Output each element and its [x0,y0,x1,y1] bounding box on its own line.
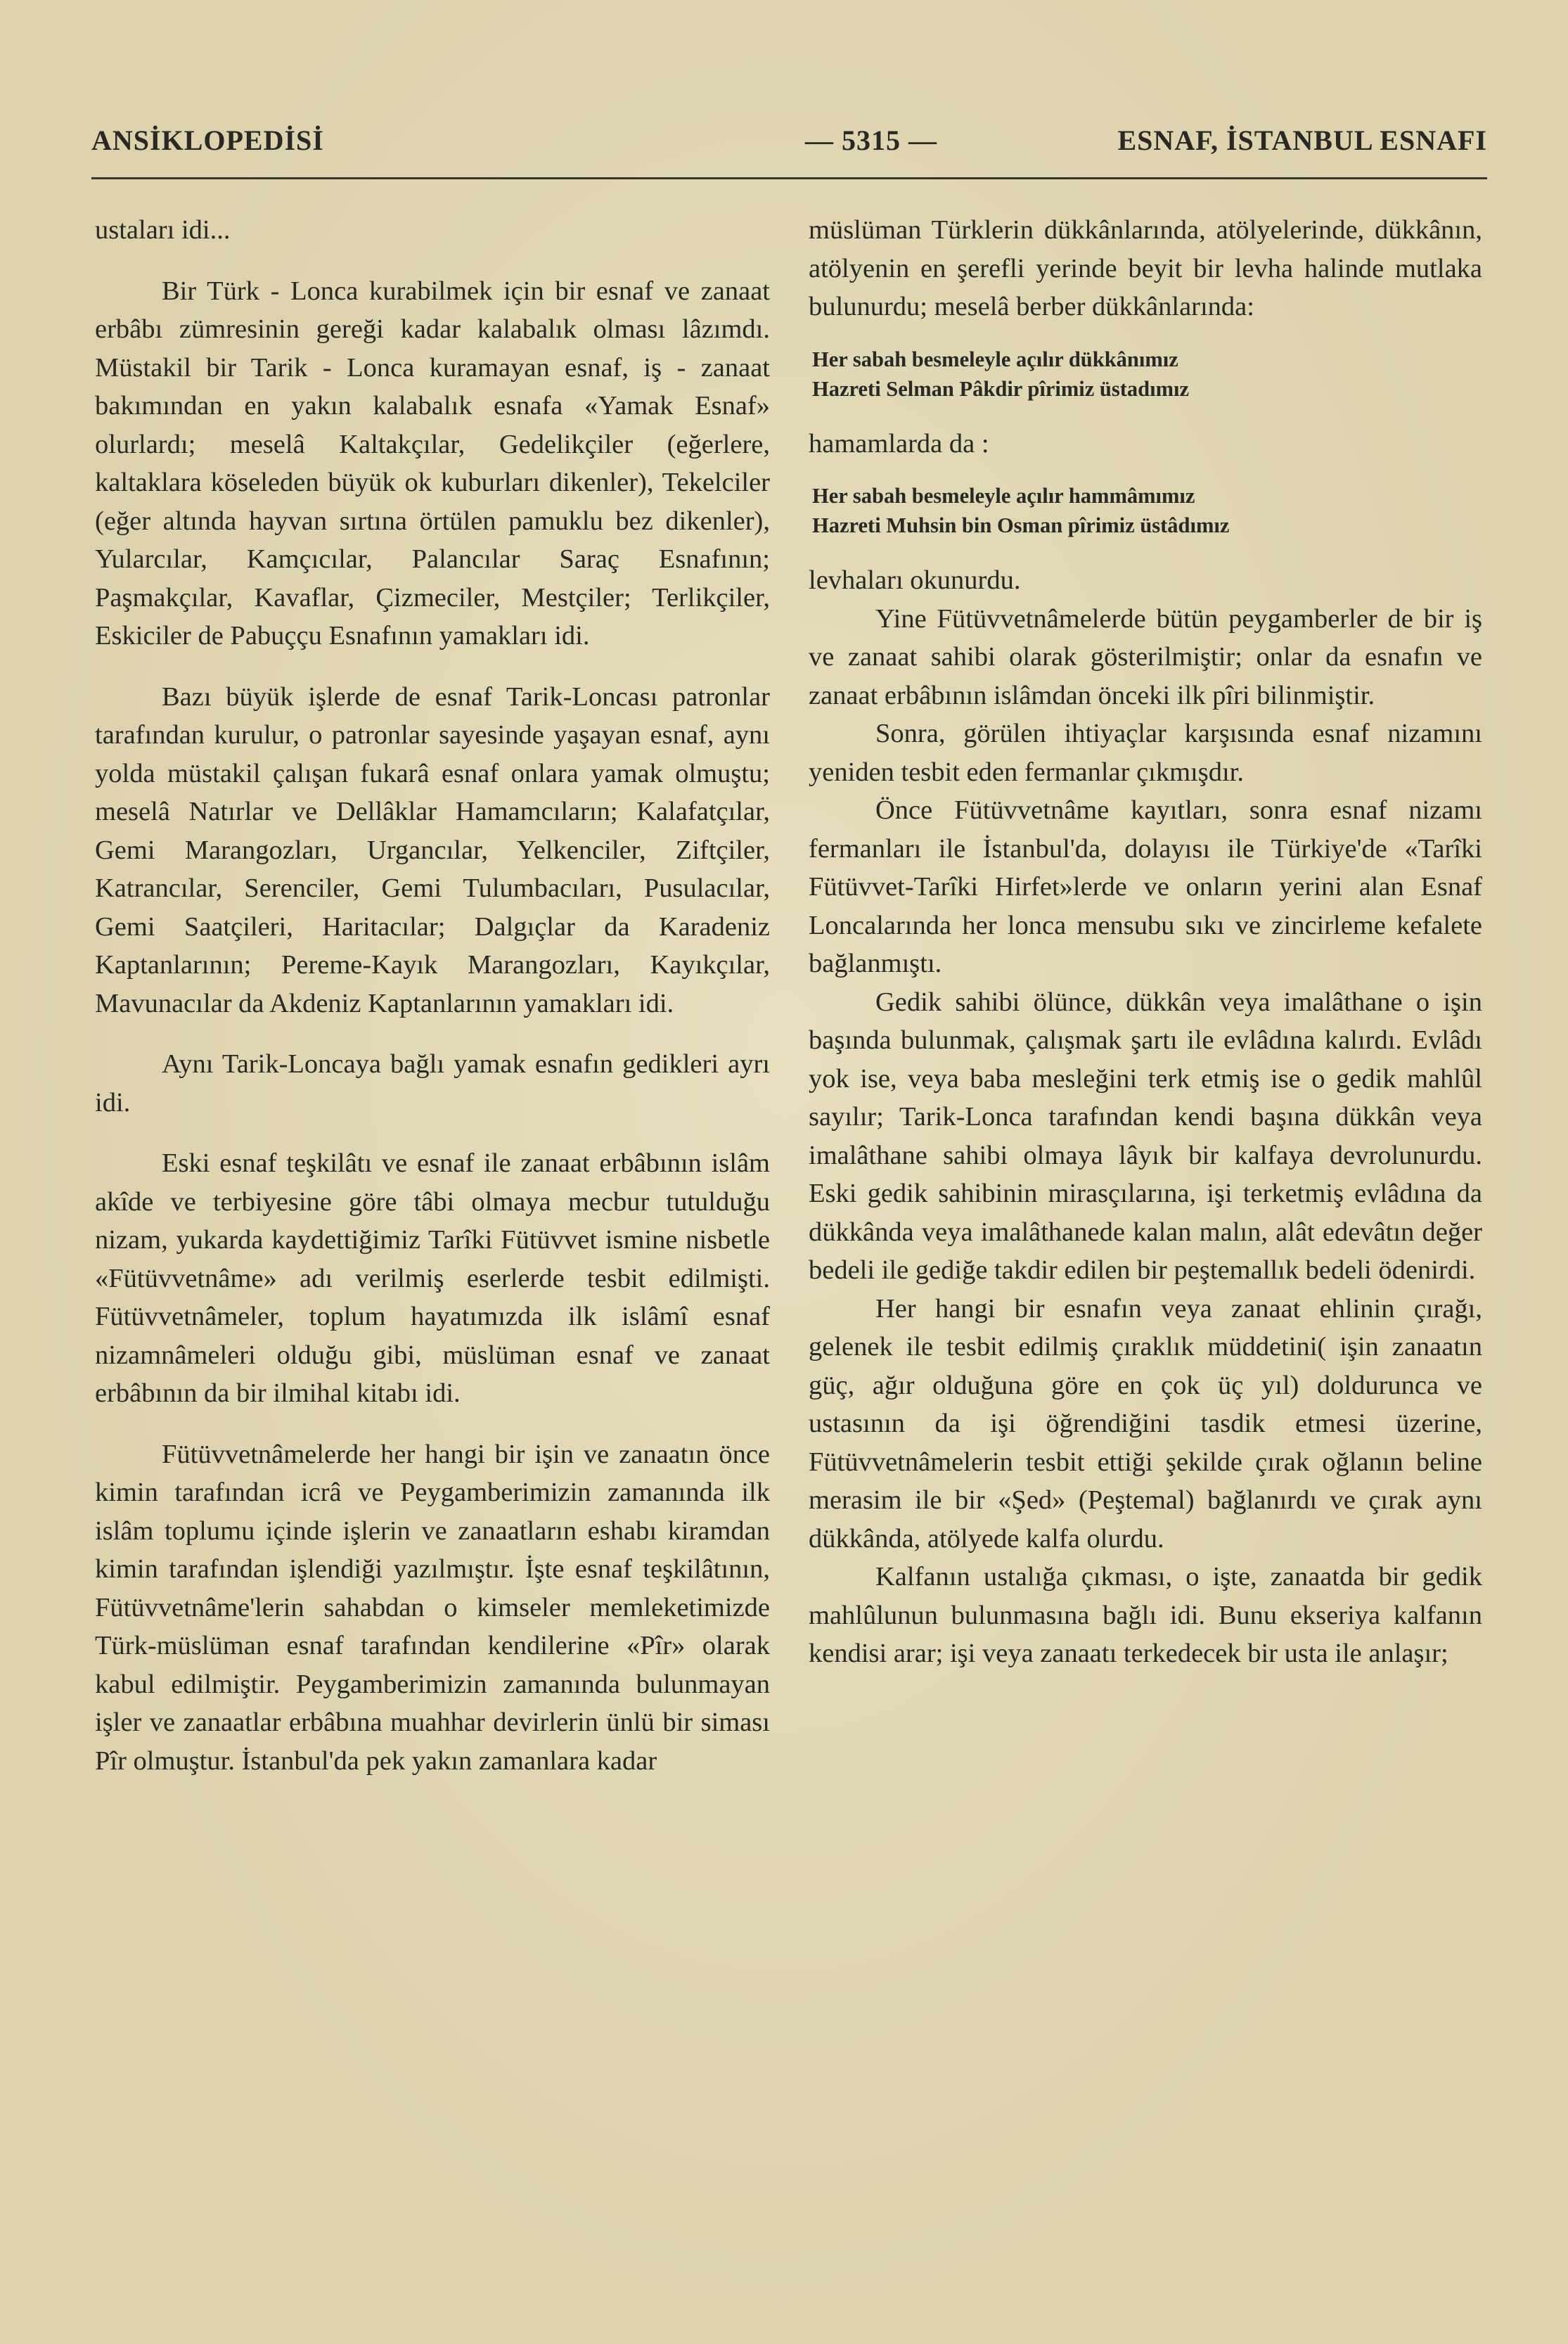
paragraph: Bazı büyük işlerde de esnaf Tarik-Loncası patronlar tarafından kurulur, o patronlar sayesinde yaşayan esnaf, aynı yolda müstakil çalışan fukarâ esnaf onlara yamak olmuştu; meselâ Natırlar ve Dellâklar Hamamcıların; Kalafatçılar, Gemi Marangozları, Urgancılar, Yelkenciler, Ziftçiler, Katrancılar, Serenciler, Gemi Tulumbacıları, Pusulacılar, Gemi Saatçileri, Haritacılar; Dalgıçlar da Karadeniz Kaptanlarının; Pereme-Kayık Marangozları, Kayıkçılar, Mavunacılar da Akdeniz Kaptanlarının yamakları idi. [95,681,770,1018]
paragraph: Bir Türk - Lonca kurabilmek için bir esnaf ve zanaat erbâbı zümresinin gereği kadar kalabalık olması lâzımdı. Müstakil bir Tarik - Lonca kuramayan esnaf, iş - zanaat bakımından en yakın kalabalık esnafa «Yamak Esnaf» olurlardı; meselâ Kaltakçılar, Gedelikçiler (eğerlere, kaltaklara köseleden büyük ok kuburları dikenler), Tekelciler (eğer altında hayvan sırtına örtülen pamuklu bez dikenler), Yularcılar, Kamçıcılar, Palancılar Saraç Esnafının; Paşmakçılar, Kavaflar, Çizmeciler, Mestçiler; Terlikçiler, Eskiciler de Pabuççu Esnafının yamakları idi. [95,276,770,651]
paragraph: ustaları idi... [95,215,231,245]
header-left-title: ANSİKLOPEDİSİ [91,124,324,156]
verse-line: Her sabah besmeleyle açılır hammâmımız [812,484,1195,508]
paragraph: Aynı Tarik-Loncaya bağlı yamak esnafın gedikleri ayrı idi. [95,1049,770,1117]
verse-barber [812,345,1482,404]
left-column [95,211,770,1780]
paragraph: Fütüvvetnâmelerde her hangi bir işin ve zanaatın önce kimin tarafından icrâ ve Peygamberimizin zamanında ilk islâm toplumu içinde işlerin ve zanaatların eshabı kiramdan kimin tarafından işlendiği yazılmıştır. İşte esnaf teşkilâtının, Fütüvvetnâme'lerin sahabdan o kimseler memleketimizde Türk-müslüman esnaf tarafından kendilerine «Pîr» olarak kabul edilmiştir. Peygamberimizin zamanında bulunmayan işler ve zanaatlar erbâbına muahhar devirlerin ünlü bir siması Pîr olmuştur. İstanbul'da pek yakın zamanlara kadar [95,1439,770,1776]
header-right-title: ESNAF, İSTANBUL ESNAFI [1117,124,1487,156]
header-rule [91,177,1487,179]
paragraph: Eski esnaf teşkilâtı ve esnaf ile zanaat erbâbının islâm akîde ve terbiyesine göre tâbi olmaya mecbur tutulduğu nizam, yukarda kaydettiğimiz Tarîki Fütüvvet ismine nisbetle «Fütüvvetnâme» adı verilmiş eserlerde tesbit edilmişti. Fütüvvetnâmeler, toplum hayatımızda ilk islâmî esnaf nizamnâmeleri olduğu gibi, müslüman esnaf ve zanaat erbâbının da bir ilmihal kitabı idi. [95,1148,770,1408]
paragraph: Yine Fütüvvetnâmelerde bütün peygamberler de bir iş ve zanaat sahibi olarak gösterilmiştir; onlar da esnafın ve zanaat erbâbının islâmdan önceki ilk pîri bilinmiştir. [809,603,1482,710]
paragraph: Sonra, görülen ihtiyaçlar karşısında esnaf nizamını yeniden tesbit eden fermanlar çıkmışdır. [809,719,1482,787]
paragraph: hamamlarda da : [809,428,989,459]
verse-line: Hazreti Selman Pâkdir pîrimiz üstadımız [812,376,1189,401]
paragraph: Kalfanın ustalığa çıkması, o işte, zanaatda bir gedik mahlûlunun bulunmasına bağlı idi. Bunu ekseriya kalfanın kendisi arar; işi veya zanaatı terkedecek bir usta ile anlaşır; [809,1562,1482,1668]
paragraph: Her hangi bir esnafın veya zanaat ehlinin çırağı, gelenek ile tesbit edilmiş çıraklık müddetini( işin zanaatın güç, ağır olduğuna göre en çok üç yıl) doldurunca ve ustasının da işi öğrendiğini tasdik etmesi üzerine, Fütüvvetnâmelerin tesbit ettiği şekilde çırak oğlanın beline merasim ile bir «Şed» (Peştemal) bağlanırdı ve çırak aynı dükkânda, atölyede kalfa olurdu. [809,1293,1482,1554]
paragraph: Önce Fütüvvetnâme kayıtları, sonra esnaf nizamı fermanları ile İstanbul'da, dolayısı ile Türkiye'de «Tarîki Fütüvvet-Tarîki Hirfet»lerde ve onların yerini alan Esnaf Loncalarında her lonca mensubu sıkı ve zincirleme kefalete bağlanmıştı. [809,795,1482,978]
right-column [809,211,1482,1673]
paragraph: müslüman Türklerin dükkânlarında, atölyelerinde, dükkânın, atölyenin en şerefli yerinde beyit bir levha halinde mutlaka bulunurdu; meselâ berber dükkânlarında: [809,215,1482,321]
verse-line: Hazreti Muhsin bin Osman pîrimiz üstâdımız [812,513,1230,537]
paragraph: levhaları okunurdu. [809,565,1021,595]
verse-line: Her sabah besmeleyle açılır dükkânımız [812,347,1178,371]
verse-bathhouse [812,481,1482,540]
page-number: — 5315 — [805,124,937,156]
page-header [91,124,1487,166]
paragraph: Gedik sahibi ölünce, dükkân veya imalâthane o işin başında bulunmak, çalışmak şartı ile evlâdına kalırdı. Evlâdı yok ise, veya baba mesleğini terk etmiş ise o gedik mahlûl sayılır; Tarik-Lonca tarafından kendi başına dükkân veya imalâthane sahibi olmaya lâyık bir kalfaya devrolunurdu. Eski gedik sahibinin mirasçılarına, işi terketmiş evlâdına da dükkânda veya imalâthanede kalan malın, alât edevâtın değer bedeli ile gediğe takdir edilen bir peştemallık bedeli ödenirdi. [809,987,1482,1285]
